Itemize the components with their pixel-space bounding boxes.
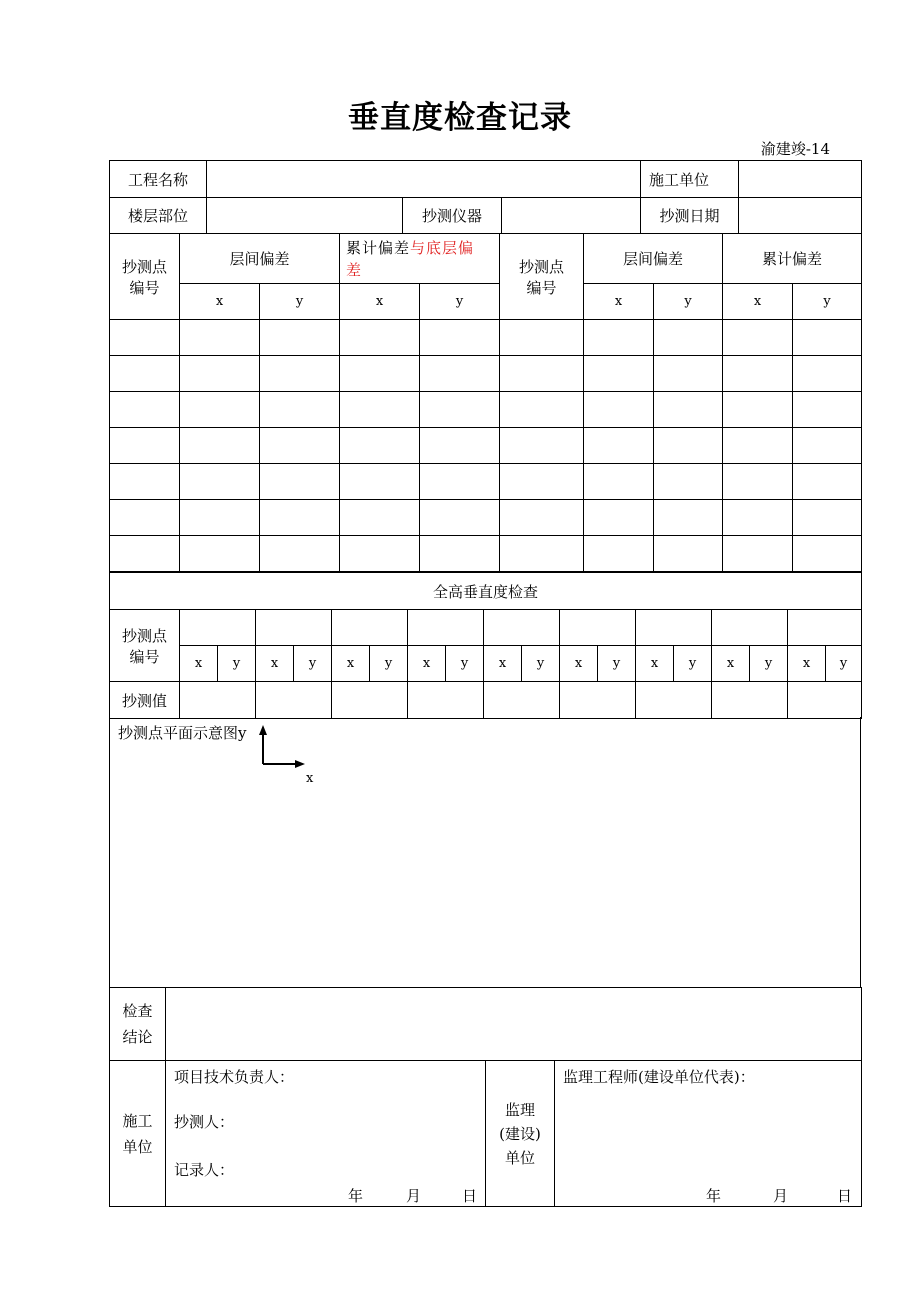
deviation-data-row	[110, 536, 862, 572]
surveyor-label: 抄测人：	[174, 1113, 235, 1131]
full-height-point-cell[interactable]	[484, 610, 560, 646]
full-height-axis-x: x	[712, 646, 750, 682]
full-height-axis-x: x	[788, 646, 826, 682]
instrument-label: 抄测仪器	[403, 198, 502, 234]
page-title: 垂直度检查记录	[348, 100, 572, 136]
deviation-cell[interactable]	[500, 392, 584, 428]
deviation-cell[interactable]	[500, 428, 584, 464]
full-height-axis-y: y	[598, 646, 636, 682]
full-height-point-label: 抄测点 编号	[110, 610, 180, 682]
full-height-point-cell[interactable]	[180, 610, 256, 646]
construction-unit-sign-label: 施工 单位	[110, 1061, 166, 1207]
deviation-cell[interactable]	[180, 428, 260, 464]
deviation-cell[interactable]	[420, 464, 500, 500]
conclusion-table	[109, 987, 862, 1207]
year-label: 年	[706, 1187, 722, 1205]
full-height-axis-x: x	[180, 646, 218, 682]
axis-x: x	[723, 284, 793, 320]
full-height-value-cell[interactable]	[560, 682, 636, 719]
full-height-value-cell[interactable]	[408, 682, 484, 719]
tech-lead-label: 项目技术负责人：	[174, 1068, 295, 1086]
deviation-data-row	[110, 500, 862, 536]
deviation-cell[interactable]	[340, 536, 420, 572]
full-height-axis-x: x	[484, 646, 522, 682]
deviation-cell[interactable]	[500, 464, 584, 500]
year-label: 年	[348, 1187, 364, 1205]
deviation-cell[interactable]	[654, 320, 723, 356]
deviation-cell[interactable]	[723, 356, 793, 392]
month-label: 月	[406, 1187, 422, 1205]
deviation-cell[interactable]	[584, 536, 654, 572]
deviation-cell[interactable]	[584, 356, 654, 392]
deviation-cell[interactable]	[793, 392, 862, 428]
deviation-data-row	[110, 356, 862, 392]
project-name-field[interactable]	[207, 161, 641, 198]
deviation-cell[interactable]	[110, 536, 180, 572]
deviation-cell[interactable]	[584, 428, 654, 464]
deviation-cell[interactable]	[793, 500, 862, 536]
sketch-x-axis-label: x	[306, 771, 314, 786]
full-height-value-cell[interactable]	[712, 682, 788, 719]
month-label: 月	[773, 1187, 789, 1205]
deviation-cell[interactable]	[180, 392, 260, 428]
full-height-value-cell[interactable]	[180, 682, 256, 719]
interlayer-header-left: 层间偏差	[180, 234, 340, 284]
supervision-sign-block[interactable]	[555, 1061, 862, 1207]
deviation-cell[interactable]	[340, 356, 420, 392]
full-height-axis-y: y	[294, 646, 332, 682]
sketch-label: 抄测点平面示意图y	[118, 724, 247, 742]
full-height-value-cell[interactable]	[332, 682, 408, 719]
floor-part-field[interactable]	[207, 198, 403, 234]
full-height-value-label: 抄测值	[110, 682, 180, 719]
deviation-cell[interactable]	[723, 464, 793, 500]
header-table	[109, 160, 862, 234]
deviation-cell[interactable]	[420, 500, 500, 536]
axis-x: x	[340, 284, 420, 320]
full-height-axis-x: x	[408, 646, 446, 682]
date-field[interactable]	[739, 198, 862, 234]
deviation-cell[interactable]	[420, 320, 500, 356]
deviation-cell[interactable]	[793, 428, 862, 464]
deviation-cell[interactable]	[180, 356, 260, 392]
deviation-cell[interactable]	[110, 320, 180, 356]
deviation-cell[interactable]	[654, 428, 723, 464]
deviation-cell[interactable]	[340, 428, 420, 464]
axis-y: y	[654, 284, 723, 320]
axis-x: x	[180, 284, 260, 320]
sketch-area[interactable]	[109, 717, 861, 987]
full-height-point-cell[interactable]	[560, 610, 636, 646]
deviation-cell[interactable]	[110, 464, 180, 500]
deviation-table	[109, 233, 862, 572]
deviation-cell[interactable]	[723, 320, 793, 356]
deviation-cell[interactable]	[260, 464, 340, 500]
deviation-cell[interactable]	[110, 392, 180, 428]
deviation-cell[interactable]	[793, 320, 862, 356]
full-height-point-cell[interactable]	[636, 610, 712, 646]
conclusion-field[interactable]	[166, 988, 862, 1061]
deviation-cell[interactable]	[260, 428, 340, 464]
deviation-cell[interactable]	[654, 464, 723, 500]
full-height-axis-x: x	[332, 646, 370, 682]
deviation-cell[interactable]	[500, 356, 584, 392]
deviation-data-row	[110, 392, 862, 428]
supervisor-label: 监理工程师(建设单位代表)：	[563, 1068, 755, 1086]
deviation-cell[interactable]	[654, 500, 723, 536]
full-height-axis-y: y	[522, 646, 560, 682]
cumulative-header-left: 累计偏差与底层偏 差	[340, 234, 500, 284]
day-label: 日	[462, 1187, 478, 1205]
deviation-cell[interactable]	[260, 392, 340, 428]
deviation-cell[interactable]	[500, 500, 584, 536]
deviation-cell[interactable]	[654, 356, 723, 392]
deviation-data-row	[110, 464, 862, 500]
deviation-cell[interactable]	[723, 536, 793, 572]
construction-unit-label: 施工单位	[641, 161, 739, 198]
deviation-cell[interactable]	[260, 320, 340, 356]
full-height-axis-x: x	[256, 646, 294, 682]
interlayer-header-right: 层间偏差	[584, 234, 723, 284]
document-code: 渝建竣-14	[760, 140, 830, 158]
deviation-cell[interactable]	[180, 536, 260, 572]
deviation-cell[interactable]	[793, 536, 862, 572]
full-height-value-cell[interactable]	[636, 682, 712, 719]
deviation-cell[interactable]	[723, 500, 793, 536]
project-name-label: 工程名称	[110, 161, 207, 198]
deviation-cell[interactable]	[340, 464, 420, 500]
construction-sign-block[interactable]	[166, 1061, 486, 1207]
deviation-cell[interactable]	[420, 356, 500, 392]
full-height-axis-y: y	[674, 646, 712, 682]
full-height-point-cell[interactable]	[712, 610, 788, 646]
deviation-cell[interactable]	[793, 464, 862, 500]
point-no-header-right: 抄测点 编号	[500, 234, 584, 320]
full-height-value-cell[interactable]	[788, 682, 862, 719]
full-height-value-cell[interactable]	[484, 682, 560, 719]
deviation-cell[interactable]	[260, 500, 340, 536]
deviation-cell[interactable]	[584, 392, 654, 428]
full-height-axis-y: y	[750, 646, 788, 682]
deviation-cell[interactable]	[654, 392, 723, 428]
deviation-cell[interactable]	[420, 392, 500, 428]
full-height-point-cell[interactable]	[788, 610, 862, 646]
deviation-cell[interactable]	[180, 320, 260, 356]
deviation-cell[interactable]	[584, 464, 654, 500]
deviation-cell[interactable]	[654, 536, 723, 572]
full-height-point-cell[interactable]	[408, 610, 484, 646]
day-label: 日	[837, 1187, 853, 1205]
date-label: 抄测日期	[641, 198, 739, 234]
full-height-axis-y: y	[218, 646, 256, 682]
deviation-cell[interactable]	[340, 392, 420, 428]
deviation-cell[interactable]	[260, 536, 340, 572]
deviation-cell[interactable]	[260, 356, 340, 392]
full-height-axis-x: x	[636, 646, 674, 682]
full-height-table	[109, 572, 862, 719]
supervision-unit-label: 监理 (建设) 单位	[486, 1061, 555, 1207]
deviation-data-row	[110, 428, 862, 464]
full-height-section-label: 全高垂直度检查	[110, 573, 862, 610]
deviation-cell[interactable]	[723, 428, 793, 464]
full-height-axis-y: y	[446, 646, 484, 682]
deviation-cell[interactable]	[420, 536, 500, 572]
deviation-cell[interactable]	[110, 428, 180, 464]
axis-y: y	[793, 284, 862, 320]
cumulative-header-right: 累计偏差	[723, 234, 862, 284]
deviation-cell[interactable]	[340, 500, 420, 536]
deviation-cell[interactable]	[420, 428, 500, 464]
deviation-cell[interactable]	[180, 500, 260, 536]
axis-x: x	[584, 284, 654, 320]
floor-part-label: 楼层部位	[110, 198, 207, 234]
point-no-header-left: 抄测点 编号	[110, 234, 180, 320]
axis-y: y	[260, 284, 340, 320]
deviation-cell[interactable]	[110, 356, 180, 392]
deviation-cell[interactable]	[340, 320, 420, 356]
full-height-axis-y: y	[370, 646, 408, 682]
deviation-cell[interactable]	[793, 356, 862, 392]
deviation-cell[interactable]	[723, 392, 793, 428]
recorder-label: 记录人：	[174, 1161, 235, 1179]
deviation-cell[interactable]	[110, 500, 180, 536]
axis-y: y	[420, 284, 500, 320]
full-height-point-cell[interactable]	[256, 610, 332, 646]
conclusion-label: 检查 结论	[110, 988, 166, 1061]
deviation-data-row	[110, 320, 862, 356]
full-height-point-cell[interactable]	[332, 610, 408, 646]
deviation-cell[interactable]	[500, 536, 584, 572]
deviation-cell[interactable]	[500, 320, 584, 356]
full-height-axis-y: y	[826, 646, 862, 682]
full-height-axis-x: x	[560, 646, 598, 682]
deviation-cell[interactable]	[584, 320, 654, 356]
construction-unit-field[interactable]	[739, 161, 862, 198]
deviation-cell[interactable]	[180, 464, 260, 500]
deviation-cell[interactable]	[584, 500, 654, 536]
instrument-field[interactable]	[502, 198, 641, 234]
full-height-value-cell[interactable]	[256, 682, 332, 719]
